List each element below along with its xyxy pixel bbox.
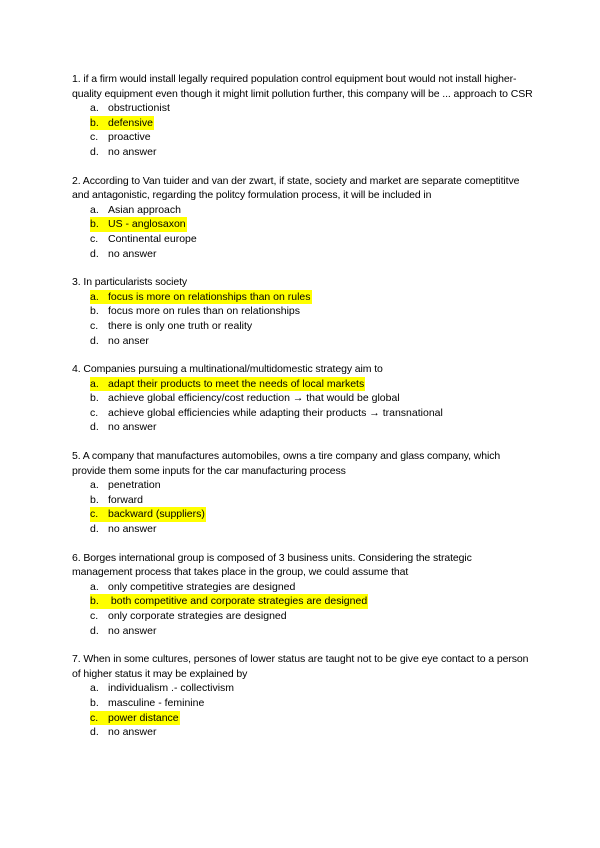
highlight-mark bbox=[90, 290, 312, 305]
option-text: masculine - feminine bbox=[108, 696, 205, 709]
option-text: no answer bbox=[108, 624, 157, 637]
option-text: focus more on rules than on relationships bbox=[108, 305, 301, 318]
option-text: achieve global efficiencies while adapting their products → transnational bbox=[108, 406, 443, 419]
answer-option bbox=[90, 391, 534, 406]
option-letter: b. bbox=[90, 116, 99, 129]
answer-option bbox=[90, 522, 534, 537]
answer-option bbox=[90, 696, 534, 711]
question-7 bbox=[72, 652, 534, 740]
highlight-mark bbox=[90, 594, 368, 609]
option-text: Continental europe bbox=[108, 232, 197, 245]
answer-option bbox=[90, 406, 534, 421]
option-text: both competitive and corporate strategies are designed bbox=[108, 595, 368, 608]
answer-option bbox=[90, 101, 534, 116]
option-letter: d. bbox=[90, 523, 99, 536]
option-letter: c. bbox=[90, 232, 99, 245]
answer-option bbox=[90, 624, 534, 639]
answer-option bbox=[90, 420, 534, 435]
answer-option-highlighted bbox=[90, 711, 534, 726]
answer-option bbox=[90, 203, 534, 218]
option-content bbox=[90, 203, 182, 218]
option-content bbox=[90, 420, 157, 435]
option-text: focus is more on relationships than on rules bbox=[108, 290, 311, 303]
answer-options bbox=[72, 101, 534, 159]
option-letter: b. bbox=[90, 392, 99, 405]
option-letter: d. bbox=[90, 624, 99, 637]
option-content bbox=[90, 304, 301, 319]
answer-option bbox=[90, 725, 534, 740]
option-text: defensive bbox=[108, 116, 153, 129]
option-text: no answer bbox=[108, 247, 157, 260]
answer-option-highlighted bbox=[90, 377, 534, 392]
option-text: Asian approach bbox=[108, 203, 181, 216]
answer-options bbox=[72, 580, 534, 638]
answer-options bbox=[72, 290, 534, 348]
option-text: penetration bbox=[108, 479, 161, 492]
option-content bbox=[90, 247, 157, 262]
question-6 bbox=[72, 551, 534, 639]
option-content bbox=[90, 609, 288, 624]
option-letter: b. bbox=[90, 493, 99, 506]
option-text: no answer bbox=[108, 726, 157, 739]
option-content bbox=[90, 232, 198, 247]
option-text: no answer bbox=[108, 421, 157, 434]
answer-options bbox=[72, 377, 534, 435]
option-content bbox=[90, 319, 253, 334]
question-text: 1. if a firm would install legally required population control equipment bout would not install higher-quality equipment even though it might limit pollution further, this company will be ... approach to CSR bbox=[72, 73, 533, 100]
option-text: no answer bbox=[108, 145, 157, 158]
question-text: 2. According to Van tuider and van der zwart, if state, society and market are separate comeptititve and antagonistic, regarding the politcy formulation process, it will be included in bbox=[72, 174, 520, 202]
option-text: backward (suppliers) bbox=[108, 508, 205, 521]
option-content bbox=[90, 478, 162, 493]
option-text: proactive bbox=[108, 131, 151, 144]
option-content bbox=[90, 406, 444, 421]
option-letter: c. bbox=[90, 406, 99, 419]
option-text: no answer bbox=[108, 523, 157, 536]
option-text: only competitive strategies are designed bbox=[108, 580, 296, 593]
option-text: individualism .- collectivism bbox=[108, 682, 235, 695]
option-text: there is only one truth or reality bbox=[108, 319, 253, 332]
question-3 bbox=[72, 275, 534, 348]
question-list bbox=[72, 72, 534, 754]
option-content bbox=[90, 334, 150, 349]
option-letter: a. bbox=[90, 203, 99, 216]
option-text: achieve global efficiency/cost reduction → that would be global bbox=[108, 392, 400, 405]
highlight-mark bbox=[90, 507, 206, 522]
option-letter: d. bbox=[90, 334, 99, 347]
option-letter: b. bbox=[90, 218, 99, 231]
option-content bbox=[90, 522, 157, 537]
question-1 bbox=[72, 72, 534, 160]
option-letter: c. bbox=[90, 711, 99, 724]
question-2 bbox=[72, 174, 534, 262]
question-text: 6. Borges international group is composed of 3 business units. Considering the strategic management process that takes place in the group, we could assume that bbox=[72, 551, 472, 579]
answer-option bbox=[90, 304, 534, 319]
option-letter: a. bbox=[90, 377, 99, 390]
option-text: no anser bbox=[108, 334, 149, 347]
question-text: 7. When in some cultures, persones of lower status are taught not to be give eye contact to a person of higher status it may be explained by bbox=[72, 653, 529, 680]
option-letter: d. bbox=[90, 247, 99, 260]
option-letter: c. bbox=[90, 131, 99, 144]
answer-option bbox=[90, 130, 534, 145]
option-letter: a. bbox=[90, 290, 99, 303]
option-text: adapt their products to meet the needs of local markets bbox=[108, 377, 365, 390]
option-content bbox=[90, 681, 235, 696]
answer-option bbox=[90, 145, 534, 160]
option-text: only corporate strategies are designed bbox=[108, 610, 287, 622]
answer-option-highlighted bbox=[90, 290, 534, 305]
option-content bbox=[90, 101, 171, 116]
option-letter: b. bbox=[90, 696, 99, 709]
highlight-mark bbox=[90, 711, 180, 726]
option-letter: d. bbox=[90, 145, 99, 158]
answer-option bbox=[90, 334, 534, 349]
option-letter: b. bbox=[90, 305, 99, 318]
option-content bbox=[90, 580, 296, 595]
answer-option-highlighted bbox=[90, 217, 534, 232]
option-text: power distance bbox=[108, 711, 179, 724]
option-content bbox=[90, 130, 152, 145]
option-letter: d. bbox=[90, 421, 99, 434]
answer-options bbox=[72, 478, 534, 536]
option-content bbox=[90, 145, 157, 160]
option-letter: c. bbox=[90, 508, 99, 521]
answer-options bbox=[72, 203, 534, 261]
option-content bbox=[90, 725, 157, 740]
answer-option-highlighted bbox=[90, 507, 534, 522]
option-letter: c. bbox=[90, 319, 99, 332]
answer-option bbox=[90, 232, 534, 247]
highlight-mark bbox=[90, 377, 365, 392]
answer-options bbox=[72, 681, 534, 739]
option-content bbox=[90, 696, 205, 711]
option-content bbox=[90, 624, 157, 639]
option-content bbox=[90, 391, 401, 406]
answer-option bbox=[90, 609, 534, 624]
answer-option-highlighted bbox=[90, 116, 534, 131]
option-letter: b. bbox=[90, 595, 99, 608]
answer-option bbox=[90, 247, 534, 262]
option-text: obstructionist bbox=[108, 102, 170, 115]
question-text: 5. A company that manufactures automobiles, owns a tire company and glass company, which provide them some inputs for the car manufacturing process bbox=[72, 450, 501, 477]
option-letter: d. bbox=[90, 726, 99, 739]
highlight-mark bbox=[90, 116, 154, 131]
option-content bbox=[90, 493, 144, 508]
answer-option bbox=[90, 478, 534, 493]
highlight-mark bbox=[90, 217, 187, 232]
answer-option bbox=[90, 493, 534, 508]
option-text: forward bbox=[108, 493, 144, 506]
option-letter: a. bbox=[90, 479, 99, 492]
question-text: 3. In particularists society bbox=[72, 276, 188, 289]
option-text: US - anglosaxon bbox=[108, 218, 186, 231]
option-letter: a. bbox=[90, 580, 99, 593]
option-letter: c. bbox=[90, 610, 99, 622]
question-5 bbox=[72, 449, 534, 537]
answer-option-highlighted bbox=[90, 594, 534, 609]
answer-option bbox=[90, 319, 534, 334]
question-4 bbox=[72, 362, 534, 435]
option-letter: a. bbox=[90, 682, 99, 695]
answer-option bbox=[90, 681, 534, 696]
option-letter: a. bbox=[90, 102, 99, 115]
answer-option bbox=[90, 580, 534, 595]
question-text: 4. Companies pursuing a multinational/multidomestic strategy aim to bbox=[72, 363, 383, 376]
